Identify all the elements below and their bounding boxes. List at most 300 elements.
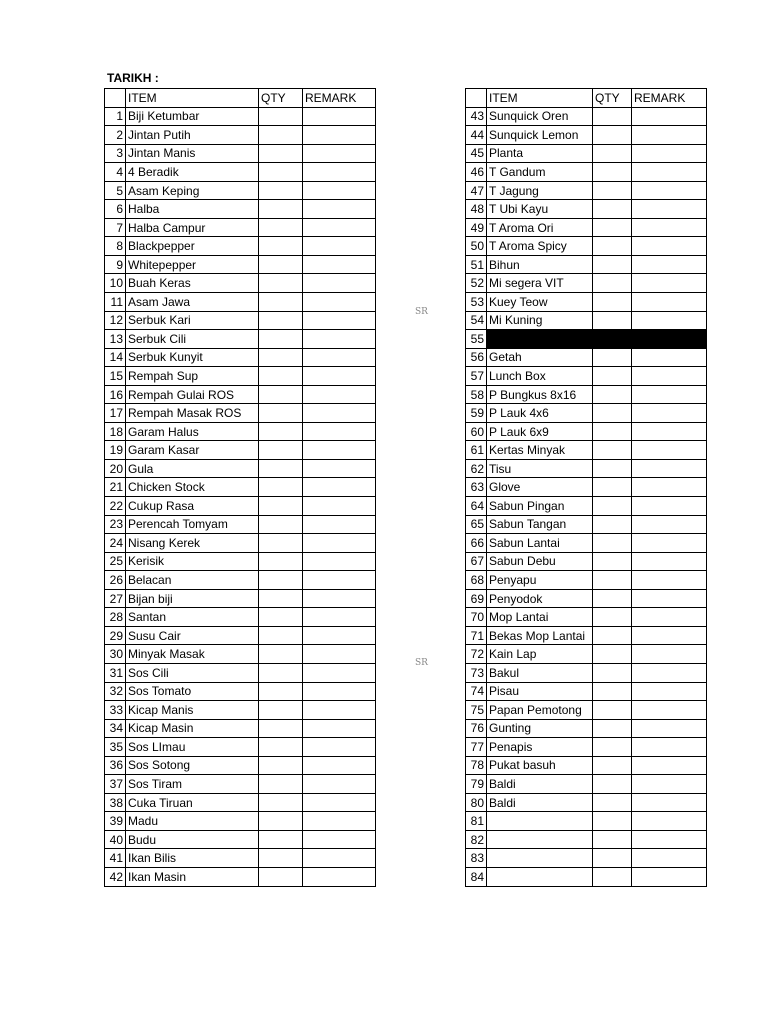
row-number-cell: 66: [466, 534, 487, 553]
remark-cell[interactable]: [632, 867, 707, 886]
row-number-cell: 22: [105, 497, 126, 516]
row-number-cell: 40: [105, 830, 126, 849]
row-number-cell: 73: [466, 663, 487, 682]
qty-cell[interactable]: [259, 738, 303, 757]
header-remark-cell: REMARK: [303, 89, 376, 108]
table-row: [466, 293, 707, 312]
qty-cell[interactable]: [593, 589, 632, 608]
qty-cell[interactable]: [259, 255, 303, 274]
qty-cell[interactable]: [259, 793, 303, 812]
row-number-cell: 12: [105, 311, 126, 330]
table-row: [466, 107, 707, 126]
remark-cell[interactable]: [303, 274, 376, 293]
item-name-cell: Serbuk Kari: [126, 311, 259, 330]
item-name-cell: Kerisik: [126, 552, 259, 571]
row-number-cell: 77: [466, 738, 487, 757]
item-name-cell: Pisau: [487, 682, 593, 701]
qty-cell[interactable]: [593, 738, 632, 757]
item-name-cell: P Lauk 6x9: [487, 422, 593, 441]
remark-cell[interactable]: [632, 552, 707, 571]
table-row: [466, 552, 707, 571]
header-qty-cell: QTY: [259, 89, 303, 108]
row-number-cell: 65: [466, 515, 487, 534]
qty-cell[interactable]: [259, 515, 303, 534]
remark-cell[interactable]: [632, 404, 707, 423]
item-name-cell: [487, 867, 593, 886]
qty-cell[interactable]: [259, 107, 303, 126]
remark-cell[interactable]: [632, 775, 707, 794]
remark-cell[interactable]: [303, 126, 376, 145]
remark-cell[interactable]: [303, 552, 376, 571]
table-row: [466, 422, 707, 441]
remark-cell[interactable]: [632, 107, 707, 126]
table-row: [105, 181, 376, 200]
qty-cell[interactable]: [259, 181, 303, 200]
remark-cell[interactable]: [632, 682, 707, 701]
qty-cell[interactable]: [259, 348, 303, 367]
remark-cell[interactable]: [303, 608, 376, 627]
remark-cell[interactable]: [632, 534, 707, 553]
table-row: [105, 330, 376, 349]
remark-cell[interactable]: [632, 812, 707, 831]
remark-cell[interactable]: [632, 274, 707, 293]
row-number-cell: 83: [466, 849, 487, 868]
qty-cell[interactable]: [259, 626, 303, 645]
qty-cell[interactable]: [259, 812, 303, 831]
tarikh-label: TARIKH :: [107, 71, 159, 85]
remark-cell[interactable]: [303, 330, 376, 349]
item-name-cell: Lunch Box: [487, 367, 593, 386]
table-row: [105, 348, 376, 367]
qty-cell[interactable]: [259, 645, 303, 664]
table-row: [466, 441, 707, 460]
remark-cell[interactable]: [303, 367, 376, 386]
row-number-cell: 30: [105, 645, 126, 664]
qty-cell[interactable]: [593, 812, 632, 831]
table-row: [466, 793, 707, 812]
qty-cell[interactable]: [259, 571, 303, 590]
qty-cell[interactable]: [259, 385, 303, 404]
table-row: [466, 181, 707, 200]
remark-cell[interactable]: [303, 867, 376, 886]
table-row: [466, 830, 707, 849]
remark-cell[interactable]: [632, 738, 707, 757]
qty-cell[interactable]: [259, 478, 303, 497]
item-name-cell: Budu: [126, 830, 259, 849]
item-name-cell: Pukat basuh: [487, 756, 593, 775]
item-name-cell: [487, 830, 593, 849]
qty-cell[interactable]: [259, 682, 303, 701]
table-row: [105, 571, 376, 590]
remark-cell[interactable]: [303, 756, 376, 775]
qty-cell[interactable]: [259, 218, 303, 237]
item-name-cell: Sabun Debu: [487, 552, 593, 571]
row-number-cell: 53: [466, 293, 487, 312]
qty-cell[interactable]: [593, 459, 632, 478]
remark-cell[interactable]: [632, 701, 707, 720]
remark-cell[interactable]: [632, 126, 707, 145]
table-row: [105, 552, 376, 571]
table-row: [105, 626, 376, 645]
remark-cell[interactable]: [303, 626, 376, 645]
qty-cell[interactable]: [593, 682, 632, 701]
remark-cell[interactable]: [632, 144, 707, 163]
item-name-cell: Sunquick Lemon: [487, 126, 593, 145]
qty-cell[interactable]: [593, 626, 632, 645]
qty-cell[interactable]: [593, 497, 632, 516]
qty-cell[interactable]: [259, 163, 303, 182]
row-number-cell: 32: [105, 682, 126, 701]
remark-cell[interactable]: [632, 589, 707, 608]
side-mark: SR: [415, 307, 428, 317]
remark-cell[interactable]: [632, 830, 707, 849]
qty-cell[interactable]: [593, 237, 632, 256]
qty-cell[interactable]: [259, 849, 303, 868]
remark-cell[interactable]: [303, 534, 376, 553]
remark-cell[interactable]: [303, 589, 376, 608]
qty-cell[interactable]: [259, 497, 303, 516]
row-number-cell: 20: [105, 459, 126, 478]
qty-cell[interactable]: [259, 775, 303, 794]
table-row: [105, 701, 376, 720]
qty-cell[interactable]: [259, 311, 303, 330]
item-name-cell: [487, 812, 593, 831]
qty-cell[interactable]: [259, 867, 303, 886]
item-name-cell: Perencah Tomyam: [126, 515, 259, 534]
table-row: [466, 385, 707, 404]
row-number-cell: 14: [105, 348, 126, 367]
item-name-cell: Bekas Mop Lantai: [487, 626, 593, 645]
remark-cell[interactable]: [632, 422, 707, 441]
remark-cell[interactable]: [303, 719, 376, 738]
item-name-cell: Kicap Manis: [126, 701, 259, 720]
table-row: [105, 237, 376, 256]
qty-cell[interactable]: [593, 701, 632, 720]
table-row: [466, 756, 707, 775]
qty-cell[interactable]: [259, 144, 303, 163]
row-number-cell: 49: [466, 218, 487, 237]
remark-cell[interactable]: [303, 775, 376, 794]
remark-cell[interactable]: [303, 200, 376, 219]
remark-cell[interactable]: [303, 163, 376, 182]
remark-cell[interactable]: [303, 793, 376, 812]
remark-cell[interactable]: [303, 830, 376, 849]
row-number-cell: 80: [466, 793, 487, 812]
item-name-cell: Sos Cili: [126, 663, 259, 682]
qty-cell[interactable]: [259, 274, 303, 293]
item-name-cell: Papan Pemotong: [487, 701, 593, 720]
row-number-cell: 39: [105, 812, 126, 831]
order-table-left: [104, 88, 376, 887]
qty-cell[interactable]: [593, 126, 632, 145]
qty-cell[interactable]: [593, 181, 632, 200]
item-name-cell: [487, 330, 593, 349]
qty-cell[interactable]: [593, 107, 632, 126]
remark-cell[interactable]: [303, 701, 376, 720]
remark-cell[interactable]: [303, 311, 376, 330]
remark-cell[interactable]: [303, 218, 376, 237]
qty-cell[interactable]: [593, 330, 632, 349]
qty-cell[interactable]: [593, 348, 632, 367]
remark-cell[interactable]: [632, 793, 707, 812]
qty-cell[interactable]: [259, 422, 303, 441]
order-table-right-body: [466, 89, 707, 887]
row-number-cell: 7: [105, 218, 126, 237]
row-number-cell: 3: [105, 144, 126, 163]
qty-cell[interactable]: [593, 274, 632, 293]
remark-cell[interactable]: [632, 756, 707, 775]
remark-cell[interactable]: [632, 571, 707, 590]
qty-cell[interactable]: [593, 441, 632, 460]
item-name-cell: Penapis: [487, 738, 593, 757]
item-name-cell: Serbuk Cili: [126, 330, 259, 349]
item-name-cell: Rempah Gulai ROS: [126, 385, 259, 404]
row-number-cell: 82: [466, 830, 487, 849]
qty-cell[interactable]: [593, 867, 632, 886]
table-row: [105, 459, 376, 478]
item-name-cell: Minyak Masak: [126, 645, 259, 664]
remark-cell[interactable]: [632, 849, 707, 868]
remark-cell[interactable]: [303, 515, 376, 534]
remark-cell[interactable]: [303, 255, 376, 274]
remark-cell[interactable]: [632, 515, 707, 534]
qty-cell[interactable]: [593, 200, 632, 219]
row-number-cell: 79: [466, 775, 487, 794]
qty-cell[interactable]: [593, 255, 632, 274]
row-number-cell: 54: [466, 311, 487, 330]
table-row: [105, 404, 376, 423]
remark-cell[interactable]: [303, 812, 376, 831]
remark-cell[interactable]: [632, 181, 707, 200]
remark-cell[interactable]: [303, 441, 376, 460]
qty-cell[interactable]: [259, 701, 303, 720]
qty-cell[interactable]: [593, 404, 632, 423]
row-number-cell: 15: [105, 367, 126, 386]
table-row: [105, 441, 376, 460]
item-name-cell: Bakul: [487, 663, 593, 682]
header-remark-cell: REMARK: [632, 89, 707, 108]
qty-cell[interactable]: [259, 441, 303, 460]
table-row: [466, 738, 707, 757]
remark-cell[interactable]: [632, 645, 707, 664]
qty-cell[interactable]: [593, 775, 632, 794]
remark-cell[interactable]: [632, 497, 707, 516]
row-number-cell: 84: [466, 867, 487, 886]
qty-cell[interactable]: [593, 830, 632, 849]
remark-cell[interactable]: [632, 626, 707, 645]
qty-cell[interactable]: [593, 385, 632, 404]
qty-cell[interactable]: [593, 793, 632, 812]
item-name-cell: Chicken Stock: [126, 478, 259, 497]
remark-cell[interactable]: [632, 348, 707, 367]
remark-cell[interactable]: [632, 663, 707, 682]
table-row: [466, 144, 707, 163]
row-number-cell: 63: [466, 478, 487, 497]
qty-cell[interactable]: [259, 200, 303, 219]
qty-cell[interactable]: [259, 237, 303, 256]
remark-cell[interactable]: [303, 293, 376, 312]
remark-cell[interactable]: [632, 293, 707, 312]
item-name-cell: Planta: [487, 144, 593, 163]
qty-cell[interactable]: [259, 367, 303, 386]
item-name-cell: Whitepepper: [126, 255, 259, 274]
table-row: [466, 589, 707, 608]
item-name-cell: Asam Keping: [126, 181, 259, 200]
remark-cell[interactable]: [303, 497, 376, 516]
row-number-cell: 58: [466, 385, 487, 404]
row-number-cell: 10: [105, 274, 126, 293]
qty-cell[interactable]: [593, 163, 632, 182]
qty-cell[interactable]: [259, 330, 303, 349]
row-number-cell: 43: [466, 107, 487, 126]
remark-cell[interactable]: [303, 682, 376, 701]
qty-cell[interactable]: [259, 719, 303, 738]
table-row: [105, 293, 376, 312]
remark-cell[interactable]: [303, 663, 376, 682]
qty-cell[interactable]: [593, 293, 632, 312]
remark-cell[interactable]: [632, 255, 707, 274]
table-row: [466, 682, 707, 701]
remark-cell[interactable]: [303, 237, 376, 256]
table-row: [105, 849, 376, 868]
row-number-cell: 21: [105, 478, 126, 497]
remark-cell[interactable]: [303, 849, 376, 868]
qty-cell[interactable]: [259, 293, 303, 312]
qty-cell[interactable]: [593, 645, 632, 664]
qty-cell[interactable]: [259, 534, 303, 553]
remark-cell[interactable]: [303, 385, 376, 404]
item-name-cell: Sos LImau: [126, 738, 259, 757]
qty-cell[interactable]: [593, 608, 632, 627]
remark-cell[interactable]: [632, 367, 707, 386]
qty-cell[interactable]: [593, 719, 632, 738]
row-number-cell: 72: [466, 645, 487, 664]
table-row: [105, 126, 376, 145]
remark-cell[interactable]: [303, 478, 376, 497]
qty-cell[interactable]: [259, 404, 303, 423]
header-row: [105, 89, 376, 108]
qty-cell[interactable]: [593, 478, 632, 497]
header-no-cell: [105, 89, 126, 108]
item-name-cell: Ikan Masin: [126, 867, 259, 886]
item-name-cell: P Lauk 4x6: [487, 404, 593, 423]
remark-cell[interactable]: [303, 348, 376, 367]
row-number-cell: 56: [466, 348, 487, 367]
item-name-cell: Jintan Putih: [126, 126, 259, 145]
row-number-cell: 1: [105, 107, 126, 126]
table-row: [105, 793, 376, 812]
qty-cell[interactable]: [259, 589, 303, 608]
remark-cell[interactable]: [632, 163, 707, 182]
qty-cell[interactable]: [593, 849, 632, 868]
remark-cell[interactable]: [303, 144, 376, 163]
header-qty-cell: QTY: [593, 89, 632, 108]
table-row: [466, 663, 707, 682]
qty-cell[interactable]: [259, 126, 303, 145]
table-row: [466, 126, 707, 145]
table-row: [466, 478, 707, 497]
remark-cell[interactable]: [303, 571, 376, 590]
remark-cell[interactable]: [632, 218, 707, 237]
table-row: [466, 849, 707, 868]
row-number-cell: 67: [466, 552, 487, 571]
table-row: [466, 534, 707, 553]
header-item-cell: ITEM: [126, 89, 259, 108]
item-name-cell: Baldi: [487, 793, 593, 812]
order-table-right: [465, 88, 707, 887]
row-number-cell: 81: [466, 812, 487, 831]
item-name-cell: Baldi: [487, 775, 593, 794]
qty-cell[interactable]: [259, 459, 303, 478]
remark-cell[interactable]: [303, 459, 376, 478]
item-name-cell: T Jagung: [487, 181, 593, 200]
qty-cell[interactable]: [593, 571, 632, 590]
table-row: [105, 645, 376, 664]
qty-cell[interactable]: [593, 422, 632, 441]
remark-cell[interactable]: [632, 719, 707, 738]
row-number-cell: 35: [105, 738, 126, 757]
qty-cell[interactable]: [593, 311, 632, 330]
qty-cell[interactable]: [593, 552, 632, 571]
row-number-cell: 29: [105, 626, 126, 645]
qty-cell[interactable]: [259, 663, 303, 682]
remark-cell[interactable]: [303, 107, 376, 126]
table-row: [466, 608, 707, 627]
item-name-cell: T Ubi Kayu: [487, 200, 593, 219]
qty-cell[interactable]: [593, 218, 632, 237]
table-row: [105, 311, 376, 330]
table-row: [466, 775, 707, 794]
qty-cell[interactable]: [593, 144, 632, 163]
item-name-cell: Sabun Pingan: [487, 497, 593, 516]
remark-cell[interactable]: [632, 200, 707, 219]
item-name-cell: Halba Campur: [126, 218, 259, 237]
row-number-cell: 8: [105, 237, 126, 256]
remark-cell[interactable]: [632, 330, 707, 349]
remark-cell[interactable]: [632, 608, 707, 627]
row-number-cell: 24: [105, 534, 126, 553]
qty-cell[interactable]: [259, 830, 303, 849]
remark-cell[interactable]: [303, 738, 376, 757]
remark-cell[interactable]: [632, 478, 707, 497]
qty-cell[interactable]: [593, 756, 632, 775]
qty-cell[interactable]: [593, 534, 632, 553]
qty-cell[interactable]: [259, 756, 303, 775]
remark-cell[interactable]: [303, 404, 376, 423]
qty-cell[interactable]: [259, 552, 303, 571]
qty-cell[interactable]: [593, 663, 632, 682]
table-row: [466, 348, 707, 367]
remark-cell[interactable]: [632, 237, 707, 256]
remark-cell[interactable]: [303, 181, 376, 200]
qty-cell[interactable]: [259, 608, 303, 627]
row-number-cell: 36: [105, 756, 126, 775]
remark-cell[interactable]: [632, 311, 707, 330]
qty-cell[interactable]: [593, 515, 632, 534]
remark-cell[interactable]: [632, 441, 707, 460]
qty-cell[interactable]: [593, 367, 632, 386]
table-row: [466, 404, 707, 423]
item-name-cell: Mi Kuning: [487, 311, 593, 330]
row-number-cell: 5: [105, 181, 126, 200]
remark-cell[interactable]: [303, 422, 376, 441]
row-number-cell: 41: [105, 849, 126, 868]
row-number-cell: 51: [466, 255, 487, 274]
remark-cell[interactable]: [632, 385, 707, 404]
remark-cell[interactable]: [632, 459, 707, 478]
table-row: [105, 255, 376, 274]
remark-cell[interactable]: [303, 645, 376, 664]
